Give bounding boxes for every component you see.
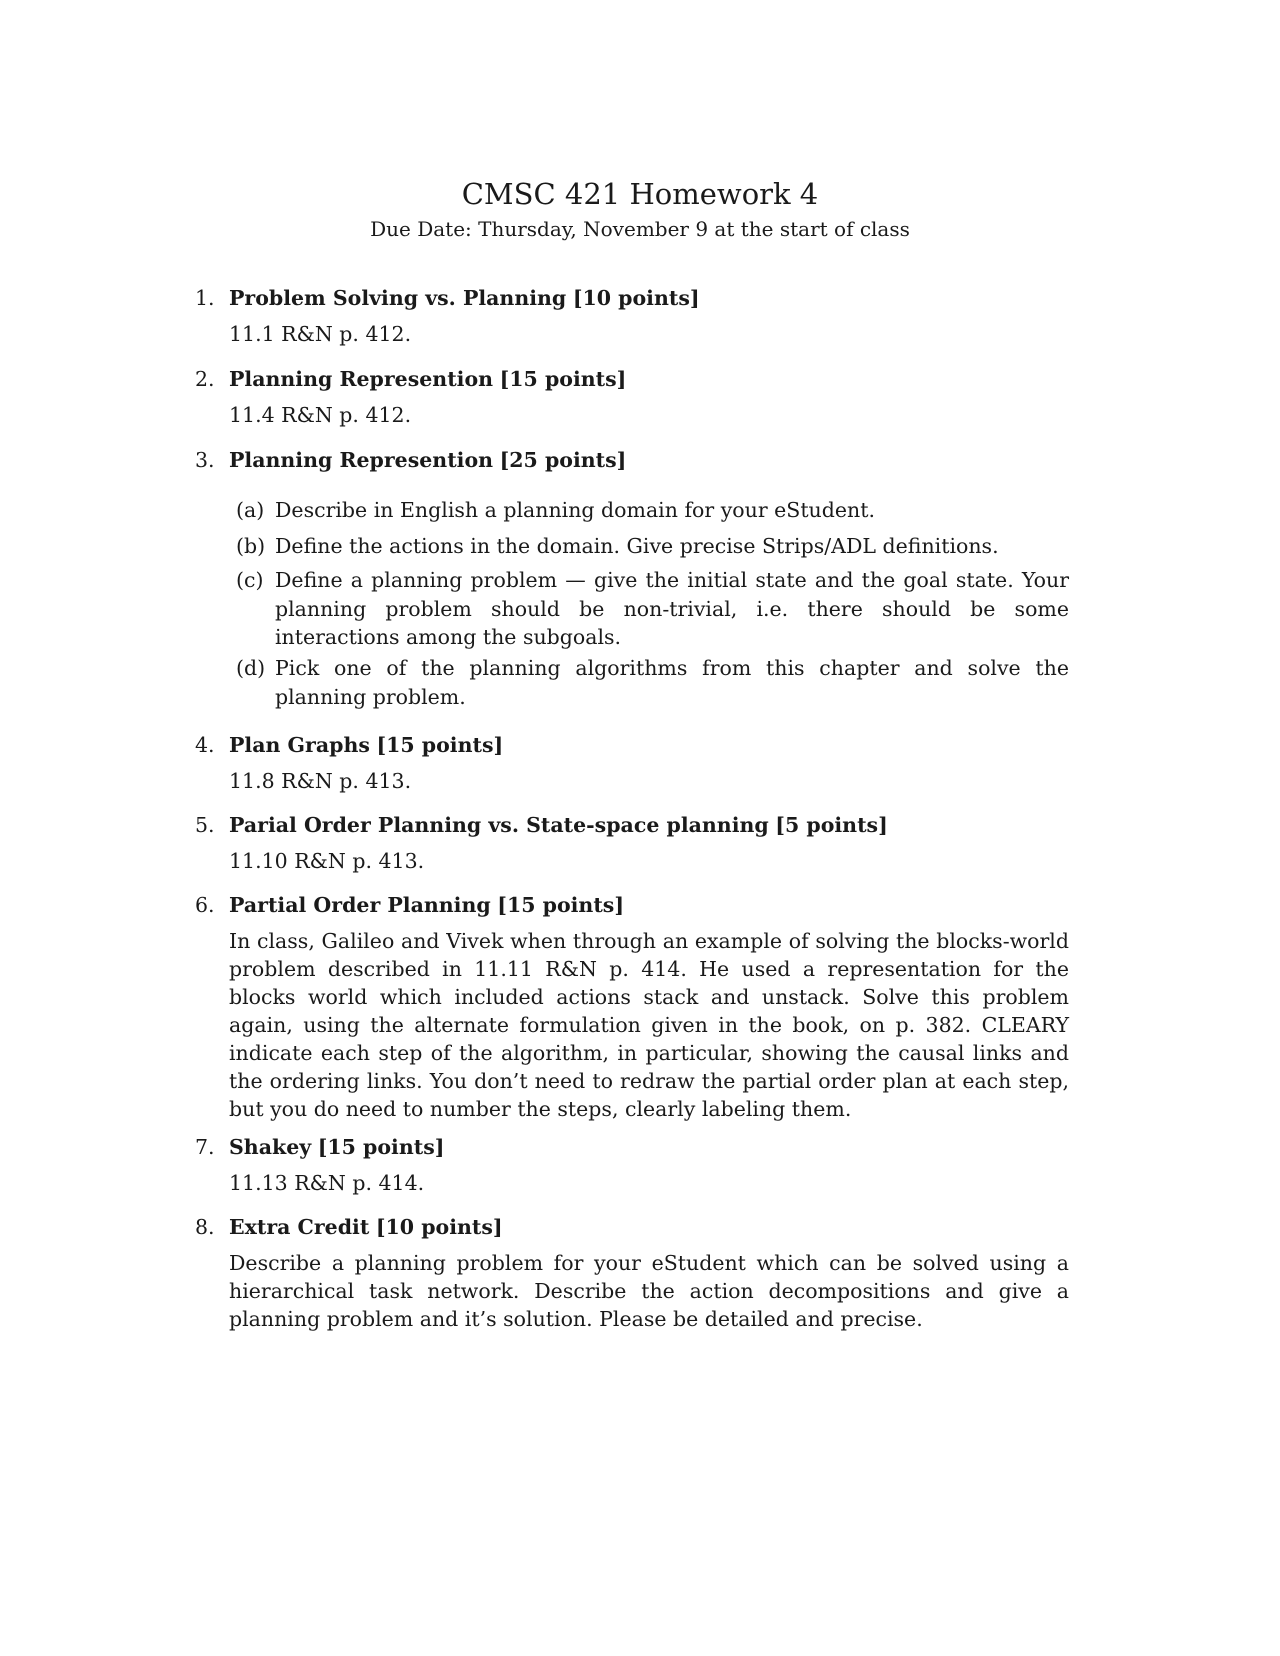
problem-heading [229,365,626,393]
subitem-label: (a) [236,498,265,522]
problem-body: In class, Galileo and Vivek when through an example of solving the blocks-world problem described in 11.11 R&N p. 414. He used a representation for the blocks world which included actions stack and unstack. Solve this problem again, using the alternate formulation given in the book, on p. 382. CLEARY indicate each step of the algorithm, in particular, showing the causal links and the ordering links. You don’t need to redraw the partial order plan at each step, but you do need to number the steps, clearly labeling them. [229,929,1069,1121]
problem-body: 11.1 R&N p. 412. [229,322,412,346]
problem-points: [15 points] [317,1135,445,1159]
problem-points: [25 points] [499,448,627,472]
problem-title: Planning Represention [229,367,494,391]
page-title: CMSC 421 Homework 4 [461,177,819,211]
problem-number: 8. [195,1215,215,1239]
problem-points: [15 points] [497,893,625,917]
subitem-text: Define a planning problem — give the initial state and the goal state. Your planning problem should be non-trivial, i.e. there should be some interactions among the subgoals. [275,568,1069,649]
problem-heading [229,891,624,919]
problem-points: [5 points] [775,813,888,837]
problem-title: Parial Order Planning vs. State-space planning [229,813,769,837]
subitem-label: (b) [236,534,266,558]
problem-number: 6. [195,893,215,917]
problem-title: Shakey [229,1135,312,1159]
problem-points: [10 points] [375,1215,503,1239]
problem-body: 11.8 R&N p. 413. [229,769,412,793]
subitem-text: Define the actions in the domain. Give precise Strips/ADL definitions. [275,534,999,558]
problem-heading [229,731,503,759]
problem-heading [229,284,700,312]
problem-body: 11.4 R&N p. 412. [229,403,412,427]
problem-title: Partial Order Planning [229,893,491,917]
problem-number: 7. [195,1135,215,1159]
problem-number: 2. [195,367,215,391]
due-date: Due Date: Thursday, November 9 at the start of class [370,217,910,241]
problem-number: 5. [195,813,215,837]
problem-body: 11.10 R&N p. 413. [229,849,425,873]
subitem-text: Pick one of the planning algorithms from this chapter and solve the planning problem. [275,656,1069,709]
problem-points: [15 points] [499,367,627,391]
problem-title: Planning Represention [229,448,494,472]
problem-heading [229,446,626,474]
problem-number: 1. [195,286,215,310]
subitem-text: Describe in English a planning domain for your eStudent. [275,498,875,522]
problem-title: Problem Solving vs. Planning [229,286,567,310]
problem-points: [10 points] [572,286,700,310]
problem-heading [229,811,888,839]
problem-body: 11.13 R&N p. 414. [229,1171,425,1195]
problem-number: 3. [195,448,215,472]
problem-heading [229,1133,444,1161]
problem-title: Plan Graphs [229,733,370,757]
subitem-label: (d) [236,656,266,680]
problem-points: [15 points] [376,733,504,757]
problem-body: Describe a planning problem for your eStudent which can be solved using a hierarchical task network. Describe the action decompositions and give a planning problem and it’s solution. Please be detailed and precise. [229,1251,1069,1331]
problem-heading [229,1213,503,1241]
subitem-label: (c) [236,568,264,592]
problem-title: Extra Credit [229,1215,370,1239]
problem-number: 4. [195,733,215,757]
